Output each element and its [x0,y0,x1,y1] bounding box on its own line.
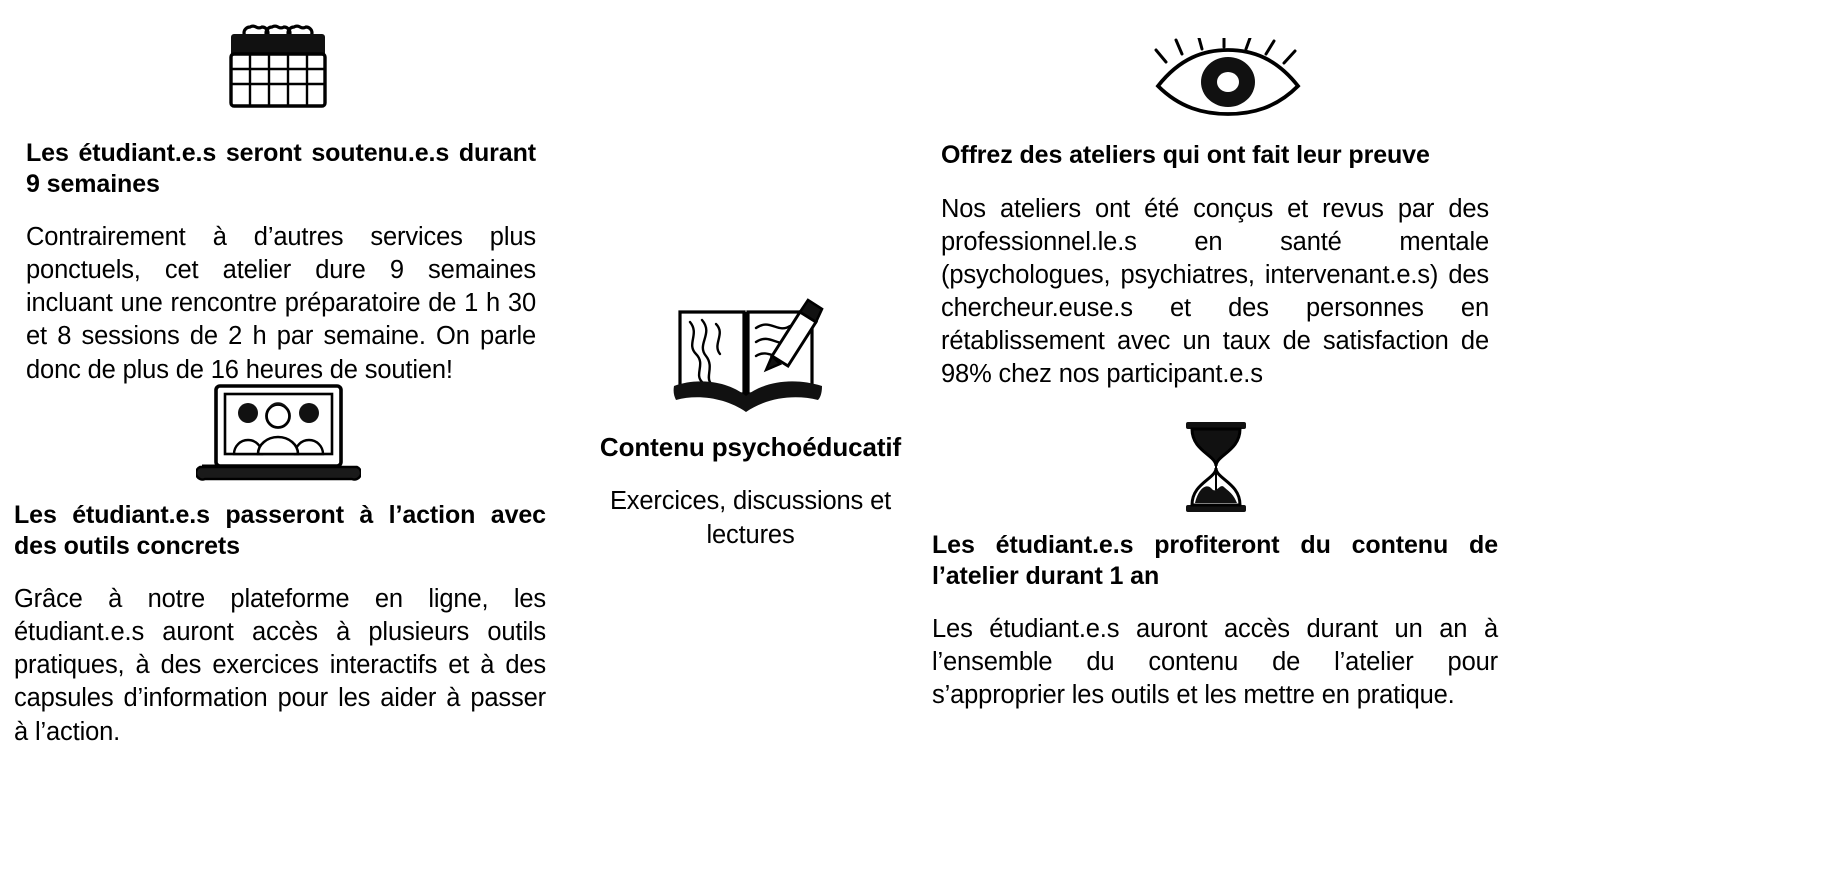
card-access-duration-heading: Les étudiant.e.s profiteront du contenu de l’atelier durant 1 an [932,531,1498,590]
card-tools [14,500,546,749]
card-content-body: Exercices, discussions et lectures [609,487,892,549]
eye-icon [1154,38,1302,116]
card-evidence [941,140,1489,391]
spacer [588,463,913,485]
card-tools-body: Grâce à notre plateforme en ligne, les étudiant.e.s auront accès à plusieurs outils pratiques, à des exercices interactifs et à des capsules d’information pour les aider à passer à l’action. [14,585,546,746]
card-tools-heading: Les étudiant.e.s passeront à l’action avec des outils concrets [14,501,546,560]
spacer [932,591,1498,613]
hourglass-icon [1180,420,1252,514]
laptop-video-call-icon [196,383,361,488]
card-evidence-heading: Offrez des ateliers qui ont fait leur preuve [941,141,1430,169]
calendar-icon [228,22,328,112]
card-access-duration [932,530,1498,712]
open-book-pencil-icon [668,298,828,418]
card-duration [26,138,536,387]
spacer [14,561,546,583]
card-access-duration-body: Les étudiant.e.s auront accès durant un an à l’ensemble du contenu de l’atelier pour s’approprier les outils et les mettre en pratique. [932,615,1498,710]
card-evidence-body: Nos ateliers ont été conçus et revus par des professionnel.le.s en santé mentale (psychologues, psychiatres, intervenant.e.s) des chercheur.euse.s et des personnes en rétablissement avec un taux de satisfaction de 98% chez nos participant.e.s [941,194,1489,389]
card-duration-heading: Les étudiant.e.s seront soutenu.e.s durant 9 semaines [26,139,536,198]
spacer [941,171,1489,193]
card-duration-body: Contrairement à d’autres services plus ponctuels, cet atelier dure 9 semaines incluant une rencontre préparatoire de 1 h 30 et 8 sessions de 2 h par semaine. On parle donc de plus de 16 heures de soutien! [26,223,536,384]
card-content-heading: Contenu psychoéducatif [599,432,902,462]
card-content [588,432,913,552]
spacer [26,199,536,221]
